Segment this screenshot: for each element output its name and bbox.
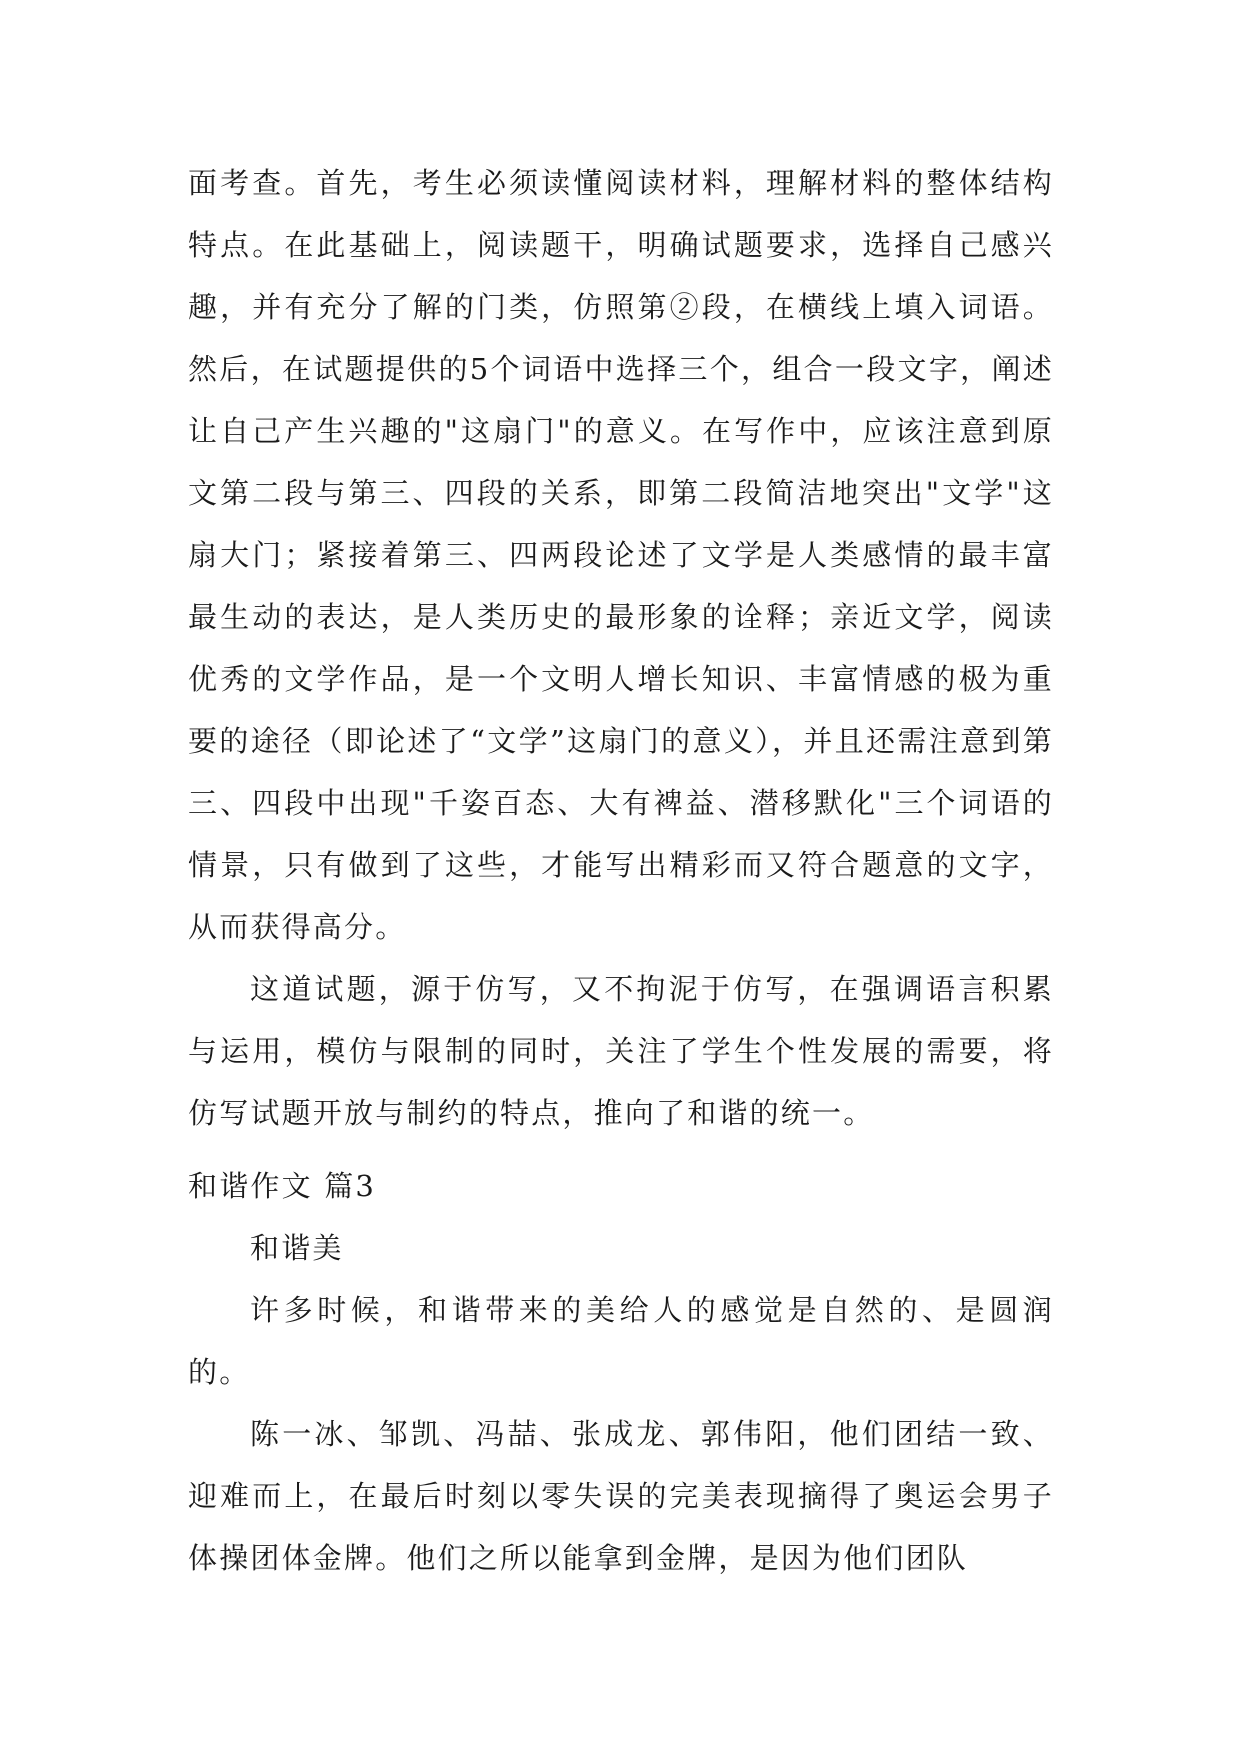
body-text-part1 xyxy=(188,152,1054,1144)
paragraph: 面考查。首先，考生必须读懂阅读材料，理解材料的整体结构特点。在此基础上，阅读题干，明确试题要求，选择自己感兴趣，并有充分了解的门类，仿照第②段，在横线上填入词语。然后，在试题提供的5个词语中选择三个，组合一段文字，阐述让自己产生兴趣的"这扇门"的意义。在写作中，应该注意到原文第二段与第三、四段的关系，即第二段简洁地突出"文学"这扇大门；紧接着第三、四两段论述了文学是人类感情的最丰富最生动的表达，是人类历史的最形象的诠释；亲近文学，阅读优秀的文学作品，是一个文明人增长知识、丰富情感的极为重要的途径（即论述了“文学”这扇门的意义），并且还需注意到第三、四段中出现"千姿百态、大有裨益、潜移默化"三个词语的情景，只有做到了这些，才能写出精彩而又符合题意的文字，从而获得高分。 xyxy=(188,166,1054,944)
paragraph: 陈一冰、邹凯、冯喆、张成龙、郭伟阳，他们团结一致、迎难而上，在最后时刻以零失误的完美表现摘得了奥运会男子体操团体金牌。他们之所以能拿到金牌，是因为他们团队 xyxy=(188,1417,1054,1575)
essay-title: 和谐美 xyxy=(250,1231,344,1265)
body-text-part2 xyxy=(188,1217,1054,1589)
section-heading: 和谐作文 篇3 xyxy=(188,1169,377,1203)
paragraph: 许多时候，和谐带来的美给人的感觉是自然的、是圆润的。 xyxy=(188,1293,1054,1389)
paragraph: 这道试题，源于仿写，又不拘泥于仿写，在强调语言积累与运用，模仿与限制的同时，关注了学生个性发展的需要，将仿写试题开放与制约的特点，推向了和谐的统一。 xyxy=(188,972,1054,1130)
